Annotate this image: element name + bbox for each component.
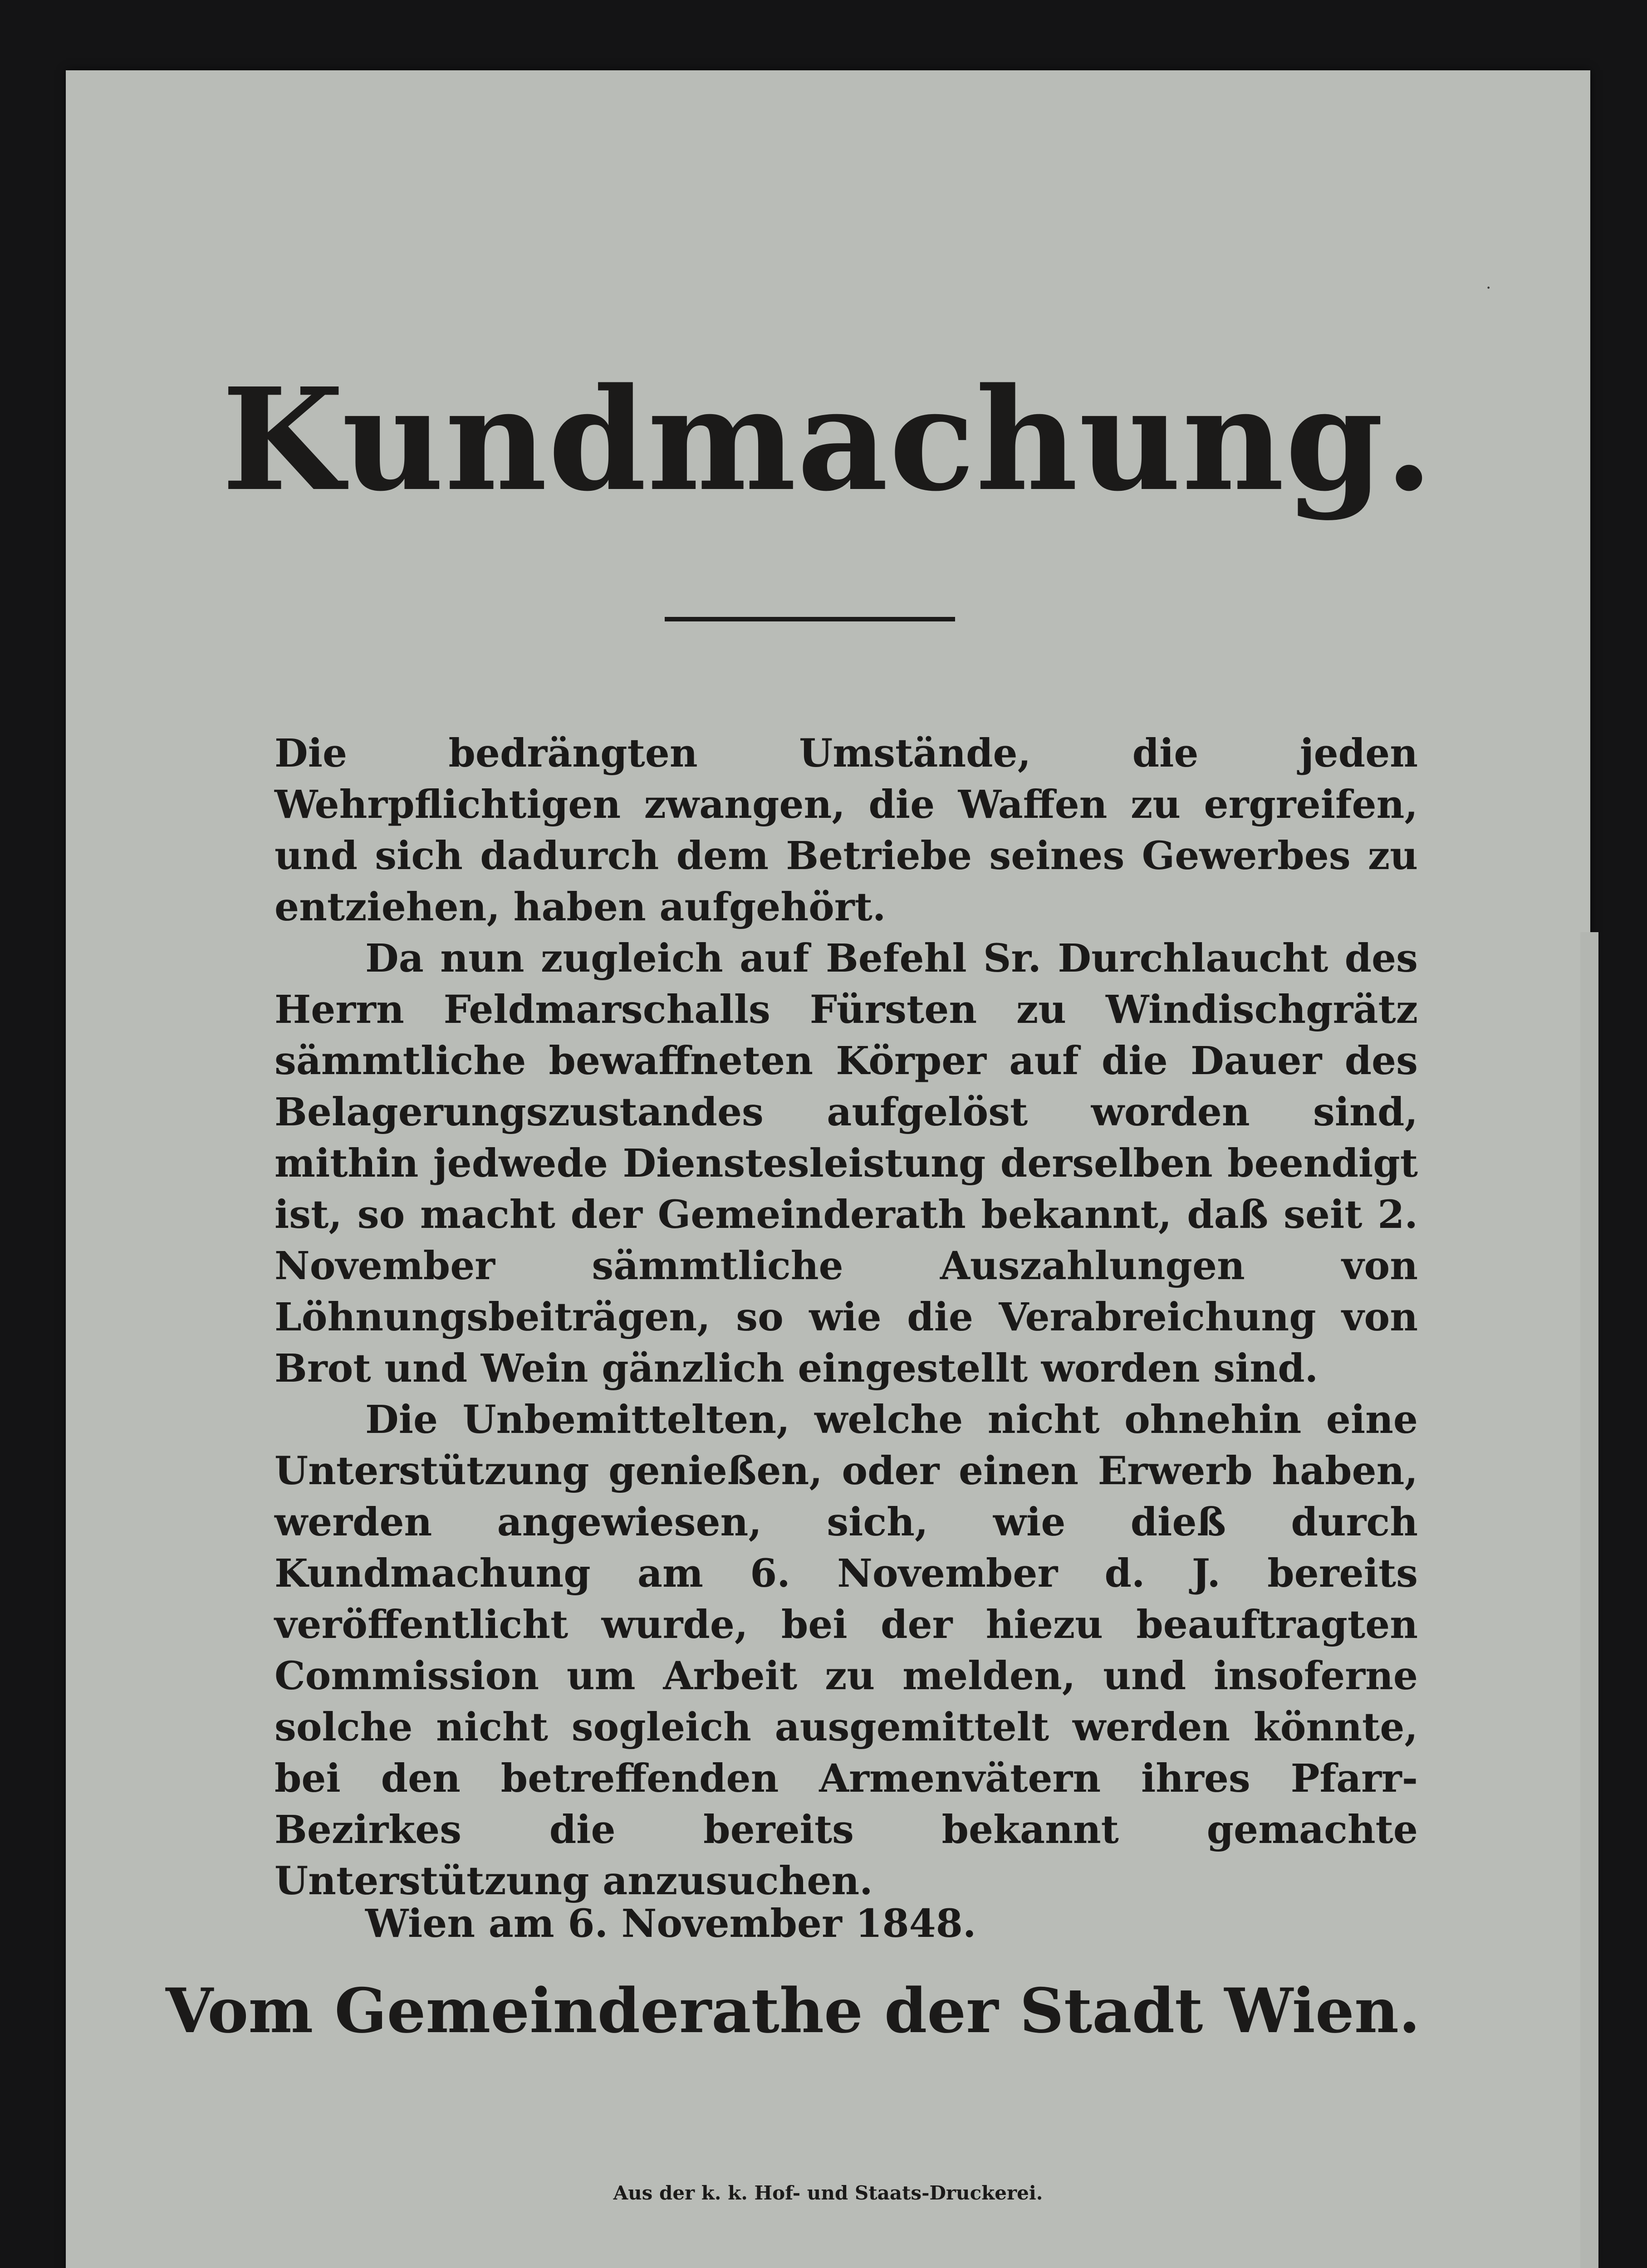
place-date: Wien am 6. November 1848. xyxy=(365,1901,976,1946)
paragraph-2: Da nun zugleich auf Befehl Sr. Durchlaucht des Herrn Feldmarschalls Fürsten zu Windischgrätz sämmtliche bewaffneten Körper auf die Dauer des Belagerungszustandes aufgelöst worden sind, mithin jedwede Dienstesleistung derselben beendigt ist, so macht der Gemeinderath bekannt, daß seit 2. November sämmtliche Auszahlungen von Löhnungsbeiträgen, so wie die Verabreichung von Brot und Wein gänzlich eingestellt worden sind. xyxy=(274,936,1418,1391)
paper-speck: · xyxy=(1486,279,1491,298)
paragraph-3: Die Unbemittelten, welche nicht ohnehin eine Unterstützung genießen, oder einen Erwerb haben, werden angewiesen, sich, wie dieß durch Kundmachung am 6. November d. J. bereits veröffentlicht wurde, bei der hiezu beauftragten Commission um Arbeit zu melden, und insoferne solche nicht sogleich ausgemittelt werden könnte, bei den betreffenden Armenvätern ihres Pfarr-Bezirkes die bereits bekannt gemachte Unterstützung anzusuchen. xyxy=(274,1397,1418,1904)
printer-imprint: Aus der k. k. Hof- und Staats-Druckerei. xyxy=(613,2182,1043,2204)
document-body xyxy=(274,728,1418,1907)
signature: Vom Gemeinderathe der Stadt Wien. xyxy=(166,1975,1420,2047)
paper-edge xyxy=(1580,932,1598,2268)
paragraph-1: Die bedrängten Umstände, die jeden Wehrpflichtigen zwangen, die Waffen zu ergreifen, und sich dadurch dem Betriebe seines Gewerbes zu entziehen, haben aufgehört. xyxy=(274,731,1418,930)
document-title: Kundmachung. xyxy=(221,357,1435,523)
document-sheet xyxy=(66,70,1590,2268)
title-rule xyxy=(665,617,955,621)
